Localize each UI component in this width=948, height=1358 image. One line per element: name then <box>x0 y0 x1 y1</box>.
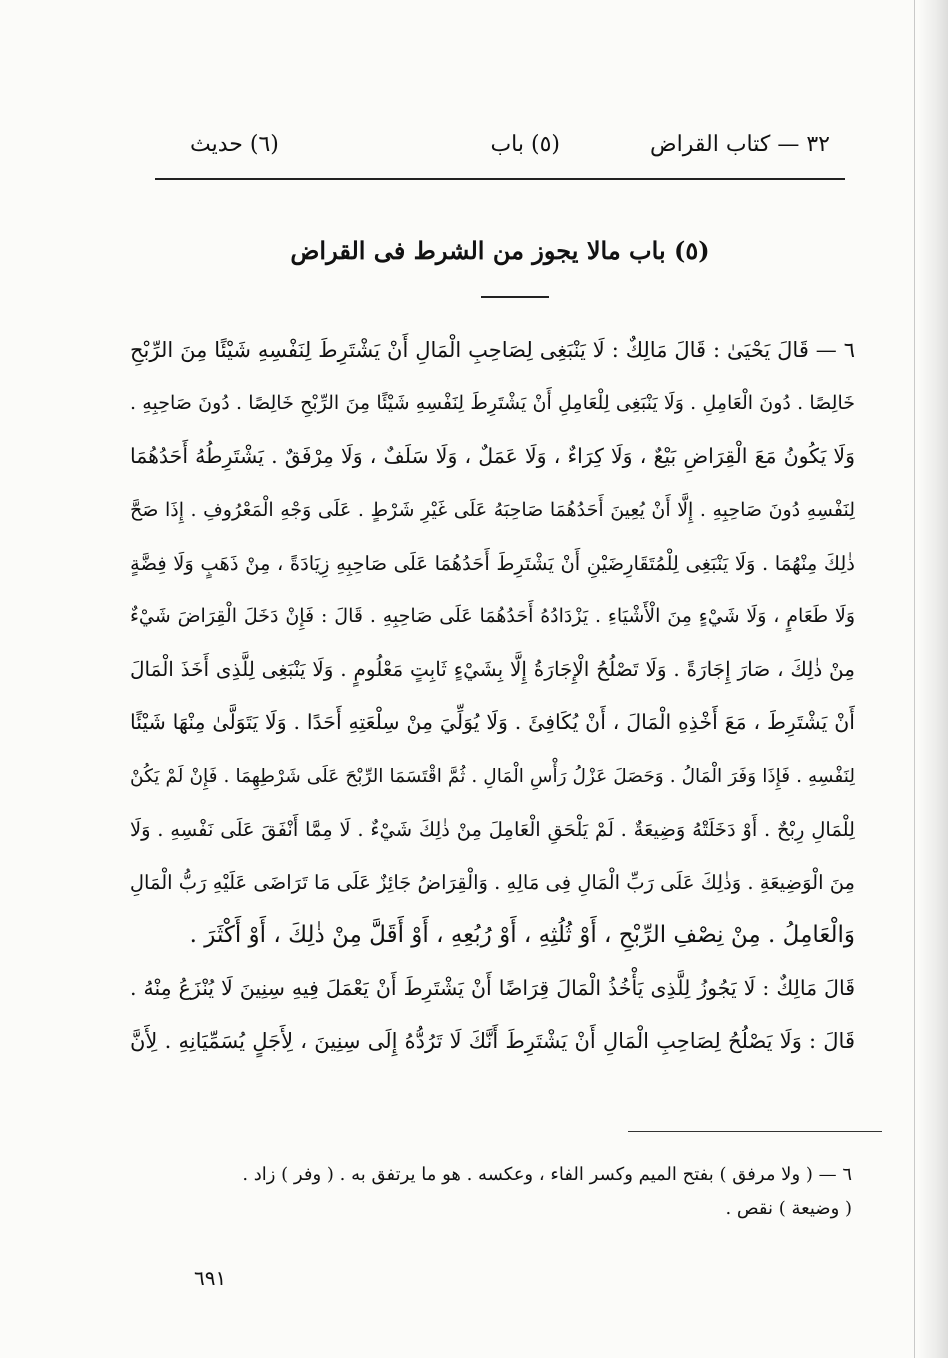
footnote-line: ٦ — ( ولا مرفق ) بفتح الميم وكسر الفاء ، وعكسه . هو ما يرتفق به . ( وفر ) زاد . <box>242 1164 852 1185</box>
text-line: لِنَفْسِهِ . فَإِذَا وَفَرَ الْمَالُ . وَحَصَلَ عَزْلُ رَأْسِ الْمَالِ . ثُمَّ اقْتَسَمَا الرِّبْحَ عَلَى شَرْطِهِمَا . فَإِنْ لَمْ يَكُنْ <box>130 765 855 787</box>
running-header <box>190 128 830 168</box>
text-line: مِنْ ذٰلِكَ ، صَارَ إِجَارَةً . وَلَا تَصْلُحُ الْإِجَارَةُ إِلَّا بِشَيْءٍ ثَابِتٍ مَعْلُومٍ . وَلَا يَنْبَغِى لِلَّذِى أَخَذَ الْمَالَ <box>130 657 855 682</box>
hadith-text <box>130 324 855 1069</box>
text-line: وَالْعَامِلُ . مِنْ نِصْفِ الرِّبْحِ ، أَوْ ثُلُثِهِ ، أَوْ رُبُعِهِ ، أَوْ أَقَلَّ مِنْ ذٰلِكَ ، أَوْ أَكْثَرَ . <box>189 922 855 949</box>
text-line: مِنَ الْوَضِيعَةِ . وَذٰلِكَ عَلَى رَبِّ الْمَالِ فِى مَالِهِ . وَالْقِرَاضُ جَائِزٌ عَلَى مَا تَرَاضَى عَلَيْهِ رَبُّ الْمَالِ <box>130 870 855 894</box>
text-line: خَالِصًا . دُونَ الْعَامِلِ . وَلَا يَنْبَغِى لِلْعَامِلِ أَنْ يَشْتَرِطَ لِنَفْسِهِ شَيْئًا مِنَ الرِّبْحِ خَالِصًا . دُونَ صَاحِبِهِ . <box>130 392 855 415</box>
page-number: ٦٩١ <box>194 1266 227 1290</box>
text-line: وَلَا طَعَامٍ ، وَلَا شَيْءٍ مِنَ الْأَشْيَاءِ . يَزْدَادُهُ أَحَدُهُمَا عَلَى صَاحِبِهِ . قَالَ : فَإِنْ دَخَلَ الْقِرَاضَ شَيْءٌ <box>130 604 855 627</box>
gutter-shadow <box>918 0 948 1358</box>
text-line: ٦ — قَالَ يَحْيَىٰ : قَالَ مَالِكٌ : لَا يَنْبَغِى لِصَاحِبِ الْمَالِ أَنْ يَشْتَرِطَ لِنَفْسِهِ شَيْئًا مِنَ الرِّبْحِ <box>130 338 855 362</box>
text-line: قَالَ : وَلَا يَصْلُحُ لِصَاحِبِ الْمَالِ أَنْ يَشْتَرِطَ أَنَّكَ لَا تَرُدُّهُ إِلَى سِنِينَ ، لِأَجَلٍ يُسَمِّيَانِهِ . لِأَنَّ <box>130 1029 855 1054</box>
header-chapter-number: (٥) باب <box>490 132 560 157</box>
text-line: وَلَا يَكُونُ مَعَ الْقِرَاضِ بَيْعٌ ، وَلَا كِرَاءٌ ، وَلَا عَمَلٌ ، وَلَا سَلَفٌ ، وَلَا مِرْفَقٌ . يَشْتَرِطُهُ أَحَدُهُمَا <box>130 444 855 469</box>
text-line: ذٰلِكَ مِنْهُمَا . وَلَا يَنْبَغِى لِلْمُتَقَارِضَيْنِ أَنْ يَشْتَرِطَ أَحَدُهُمَا عَلَى صَاحِبِهِ زِيَادَةً ، مِنْ ذَهَبٍ وَلَا فِضَّةٍ <box>130 551 855 575</box>
title-rule <box>481 296 549 298</box>
chapter-title: (٥) باب مالا يجوز من الشرط فى القراض <box>290 236 710 265</box>
header-rule <box>155 178 845 180</box>
text-line: لِنَفْسِهِ دُونَ صَاحِبِهِ . إِلَّا أَنْ يُعِينَ أَحَدُهُمَا صَاحِبَهُ عَلَى غَيْرِ شَرْطٍ . عَلَى وَجْهِ الْمَعْرُوفِ . إِذَا صَحَّ <box>130 498 855 521</box>
footnote-rule <box>628 1131 882 1132</box>
footnotes <box>200 1158 852 1226</box>
header-book-title: ٣٢ — كتاب القراض <box>650 132 830 157</box>
text-line: أَنْ يَشْتَرِطَ ، مَعَ أَخْذِهِ الْمَالَ ، أَنْ يُكَافِئَ . وَلَا يُوَلِّيَ مِنْ سِلْعَتِهِ أَحَدًا . وَلَا يَتَوَلَّىٰ مِنْهَا شَيْئًا <box>130 710 855 735</box>
text-line: لِلْمَالِ رِبْحٌ . أَوْ دَخَلَتْهُ وَضِيعَةٌ . لَمْ يَلْحَقِ الْعَامِلَ مِنْ ذٰلِكَ شَيْءٌ . لَا مِمَّا أَنْفَقَ عَلَى نَفْسِهِ . وَلَا <box>130 817 855 841</box>
gutter-line <box>914 0 915 1358</box>
footnote-line: ( وضيعة ) نقص . <box>725 1198 852 1219</box>
header-hadith-number: (٦) حديث <box>190 132 279 157</box>
text-line: قَالَ مَالِكٌ : لَا يَجُوزُ لِلَّذِى يَأْخُذُ الْمَالَ قِرَاضًا أَنْ يَشْتَرِطَ أَنْ يَعْمَلَ فِيهِ سِنِينَ لَا يُنْزَعُ مِنْهُ . <box>130 976 855 1001</box>
